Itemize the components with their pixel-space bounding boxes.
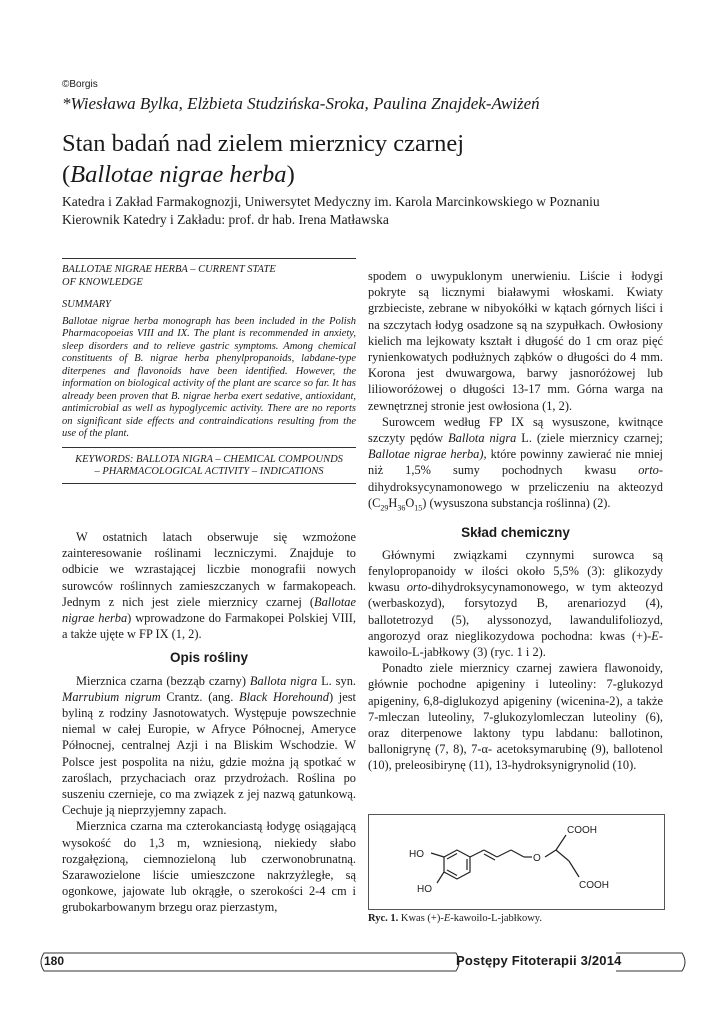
label-cooh-lower: COOH [579, 880, 609, 891]
title-line1: Stan badań nad zielem mierznicy czarnej [62, 130, 465, 157]
summary-text: Ballotae nigrae herba monograph has been included in the Polish Pharmacopoeias VIII and IX. The plant is recommended in anxiety, sleep disorders and to relieve gastric symptoms. Among chemical constituents of B. nigrae herba phenylpropanoids, labdane-type diterpenes and flavonoids have been identified. However, the information on biological activity of the plant are scarce so far. It has already been proven that B. nigrae herba exert sedative, antioxidant, antimicrobial as well as hypoglycemic activity. There are no reports on significant side effects and contraindications resulting from the use of the plant. [62, 315, 356, 439]
title-paren: ) [286, 161, 295, 188]
title-latin: Ballotae nigrae herba [70, 161, 287, 188]
title-paren: ( [62, 161, 71, 188]
bond-oh-lower [437, 872, 444, 883]
bond-chain [545, 850, 556, 857]
flavonoids-paragraph: Ponadto ziele mierznicy czarnej zawiera flawonoidy, głównie pochodne apigeniny i luteoliny: 7-glukozyd apigeniny, 6,8-diglukozyd apigeniny (wicenina-2), a także 7-mleczan luteoliny, 7-glukozylomleczan luteoliny (6), oraz diterpenowe laktony typu labdanu: ballotinon, ballonigrynę (7, 8), 7-α- acetoksymarubinę (9), ballotenol (10), preleosibirynę (11), 13-hydroksynigrynolid (10). [368, 661, 663, 773]
label-ho-lower: HO [417, 884, 432, 895]
authors: *Wiesława Bylka, Elżbieta Studzińska-Sroka, Paulina Znajdek-Awiżeń [62, 94, 540, 113]
journal-name: Postępy Fitoterapii 3/2014 [456, 953, 622, 968]
keywords [62, 447, 356, 484]
section-heading-plant-description: Opis rośliny [169, 650, 249, 666]
raw-material-paragraph: Surowcem według FP IX są wysuszone, kwitnące szczyty pędów Ballota nigra L. (ziele mierznicy czarnej; Ballotae nigrae herba), które powinny zawierać nie mniej niż 1,5% sumy pochodnych kwasu orto-dihydroksycynamonowego w przeliczeniu na akteozyd $(C_{29}H_{36}O_{15})$ (wysuszona substancja roślinna) (2). [368, 414, 664, 513]
caption-label: Ryc. 1. [368, 913, 399, 924]
bond-oh-upper [431, 853, 444, 857]
benzene-ring [444, 850, 470, 879]
bond-cooh-upper [556, 835, 566, 850]
abstract-box [62, 258, 356, 484]
title-line2 [62, 159, 662, 190]
plant-morphology-paragraph: Mierznica czarna ma czterokanciastą łodygę osiągającą wysokość do 1,3 m, wzniesioną, niekiedy słabo rozgałęzioną, ciemnozieloną lub czerwonobrunatną. Szarawozielone liście umieszczone nakrzyżległe, są ogonkowe, jajowate lub okrągłe, o szerokości 2-4 cm i grubokarbowanym brzegu oraz pierzastym, [62, 819, 356, 915]
affiliation-department: Katedra i Zakład Farmakognozji, Uniwersytet Medyczny im. Karola Marcinkowskiego w Poznaniu [62, 194, 600, 209]
figure-box [368, 814, 665, 910]
intro-paragraph: W ostatnich latach obserwuje się wzmożone zainteresowanie roślinami leczniczymi. Znajduje to odbicie we wzrastającej liczbie monografii nowych surowców roślinnych zamieszczanych w farmakopeach. Jednym z nich jest ziele mierznicy czarnej (Ballotae nigrae herba) wprowadzone do Farmakopei Polskiej VIII, a także ujęte w FP IX (1, 2). [62, 530, 356, 642]
chemical-structure-diagram [369, 815, 664, 909]
plant-description-paragraph: Mierznica czarna (bezząb czarny) Ballota nigra L. syn. Marrubium nigrum Crantz. (ang. Black Horehound) jest byliną z rodziny Jasnotowatych. Występuje powszechnie niemal w całej Europie, w Afryce Północnej, Ameryce Północnej, centralnej Azji i na Bliskim Wschodzie. W Polsce jest pospolita na niżu, gdzie można ją spotkać w zaroślach, przychaciach oraz przydrożach. Roślina po suszeniu czernieje, co ma związek z jej nazwą gatunkową. Cechuje ją nieprzyjemny zapach. [62, 673, 356, 818]
page-number: 180 [44, 954, 65, 968]
abstract-top-rule [62, 258, 356, 259]
left-column [62, 529, 356, 916]
abstract-heading [62, 264, 356, 289]
copyright-notice: ©Borgis [62, 79, 98, 90]
right-column [368, 268, 663, 774]
abstract-heading-line: BALLOTAE NIGRAE HERBA – CURRENT STATE [62, 264, 276, 275]
bond-chain [511, 850, 524, 857]
bond-chain [556, 850, 569, 861]
figure-caption: Ryc. 1. Kwas (+)-E-kawoilo-L-jabłkowy. [368, 913, 543, 924]
article-title [62, 128, 662, 190]
label-cooh-upper: COOH [567, 825, 597, 836]
affiliation [62, 193, 682, 229]
chemistry-paragraph: Głównymi związkami czynnymi surowca są fenylopropanoidy w ilości około 5,5% (3): glikozydy kwasu orto-dihydroksycynamonowego, w tym akteozyd (werbaskozyd), forsytozyd B, arenariozyd (4), ballotetrozyd (5), alyssonozyd, lawandulifoliozyd, angorozyd oraz nieglikozydowa pochodna: kwas (+)-E-kawoilo-L-jabłkowy (3) (ryc. 1 i 2). [368, 547, 663, 659]
label-ho-upper: HO [409, 849, 424, 860]
keywords-line: – PHARMACOLOGICAL ACTIVITY – INDICATIONS [94, 466, 324, 477]
abstract-heading-line: OF KNOWLEDGE [62, 276, 143, 288]
bond-chain [484, 850, 497, 857]
section-heading-chemical-composition: Skład chemiczny [461, 524, 570, 540]
summary-label: SUMMARY [62, 299, 111, 310]
bond-cooh-lower [569, 861, 579, 877]
ester-oxygen-label: O [533, 853, 541, 864]
bond-chain [497, 850, 511, 857]
bond-chain [470, 850, 484, 857]
affiliation-head: Kierownik Katedry i Zakładu: prof. dr hab. Irena Matławska [62, 212, 389, 227]
morphology-continued-paragraph: spodem o uwypuklonym unerwieniu. Liście i łodygi pokryte są licznymi białawymi włoskami. Kwiaty grzbieciste, zebrane w nibyokółki w kątach górnych liści i na szczytach łodyg osadzone są na szypułkach. Owłosiony kielich ma lejkowaty kształt i długość do 1 cm oraz pięć rynienkowatych podłużnych ząbków o długości do 4 mm. Korona jest dwuwargowa, barwy jasnoróżowej lub lilioworóżowej o długości 13-17 mm. Górna warga na zewnętrznej stronie jest owłosiona (1, 2). [368, 269, 663, 413]
keywords-line: KEYWORDS: BALLOTA NIGRA – CHEMICAL COMPOUNDS [75, 453, 343, 465]
